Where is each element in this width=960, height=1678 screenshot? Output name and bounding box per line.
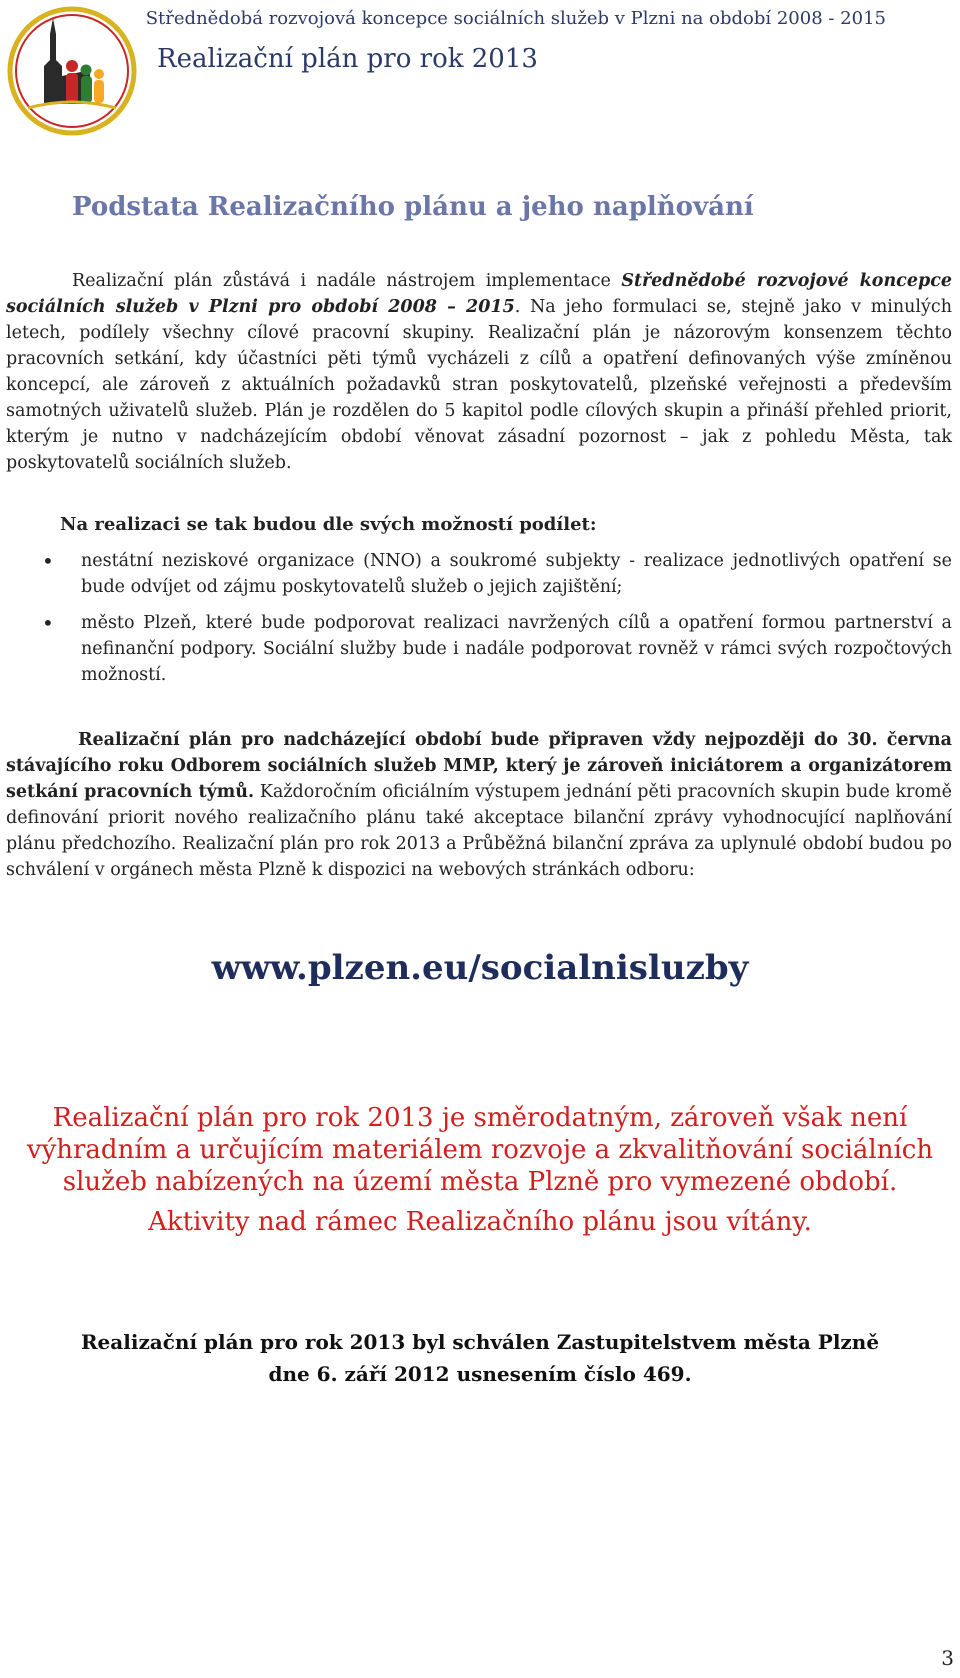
- notice-line: Realizační plán pro rok 2013 je směrodatným, zároveň však není: [52, 1103, 908, 1133]
- deadline-paragraph-rest: Každoročním oficiálním výstupem jednání pěti pracovních skupin bude kromě definování priorit nového realizačního plánu také akceptace bilanční zprávy vyhodnocující naplňování plánu předchozího. Realizační plán pro rok 2013 a Průběžná bilanční zpráva za uplynulé období budou po schválení v orgánech města Plzně k dispozici na webových stránkách odboru:: [6, 782, 953, 880]
- notice-block: [0, 1102, 960, 1238]
- list-item: • nestátní neziskové organizace (NNO) a soukromé subjekty - realizace jednotlivých opatření se bude odvíjet od zájmu poskytovatelů služeb o jejich zajištění;: [6, 548, 952, 600]
- approval-statement: [0, 1326, 960, 1390]
- intro-paragraph-rest: . Na jeho formulaci se, stejně jako v minulých letech, podílely všechny cílové pracovní skupiny. Realizační plán je názorovým konsenzem těchto pracovních setkání, kdy účastníci pěti týmů vycházeli z cílů a opatření definovaných výše zmíněnou koncepcí, ale zároveň z aktuálních požadavků stran poskytovatelů, plzeňské veřejnosti a především samotných uživatelů služeb. Plán je rozdělen do 5 kapitol podle cílových skupin a přináší přehled priorit, kterým je nutno v nadcházejícím období věnovat zásadní pozornost – jak z pohledu Města, tak poskytovatelů sociálních služeb.: [6, 297, 952, 473]
- document-subtitle: Realizační plán pro rok 2013: [157, 44, 538, 74]
- concept-title-emphasis: Střednědobé rozvojové koncepce sociálních služeb v Plzni pro období 2008 – 2015: [6, 271, 952, 317]
- approval-line: Realizační plán pro rok 2013 byl schválen Zastupitelstvem města Plzně: [80, 1330, 880, 1354]
- page-number: 3: [941, 1646, 954, 1670]
- deadline-bold-statement: Realizační plán pro nadcházející období bude připraven vždy nejpozději do 30. června stávajícího roku Odborem sociálních služeb MMP, který je zároveň iniciátorem a organizátorem setkání pracovních týmů.: [6, 730, 952, 802]
- website-link[interactable]: www.plzen.eu/socialnisluzby: [211, 948, 749, 988]
- participation-lead: Na realizaci se tak budou dle svých možností podílet:: [60, 514, 597, 535]
- section-title: Podstata Realizačního plánu a jeho naplňování: [72, 192, 754, 222]
- intro-paragraph-start: Realizační plán zůstává i nadále nástrojem implementace: [72, 271, 622, 291]
- list-item: • město Plzeň, které bude podporovat realizaci navržených cílů a opatření formou partnerství a nefinanční podpory. Sociální služby bude i nadále podporovat rovněž v rámci svých rozpočtových možností.: [6, 610, 952, 688]
- deadline-paragraph: [6, 727, 952, 883]
- participation-list: [6, 548, 952, 698]
- intro-paragraph: [6, 268, 952, 476]
- notice-line: výhradním a určujícím materiálem rozvoje a zkvalitňování sociálních: [26, 1135, 934, 1165]
- page-header: [0, 0, 960, 150]
- approval-line: dne 6. září 2012 usnesením číslo 469.: [268, 1362, 692, 1386]
- notice-line: služeb nabízených na území města Plzně pro vymezené období.: [62, 1167, 898, 1197]
- notice-line: Aktivity nad rámec Realizačního plánu jsou vítány.: [148, 1207, 812, 1237]
- document-series-title: Střednědobá rozvojová koncepce sociálních služeb v Plzni na období 2008 - 2015: [145, 8, 886, 29]
- plzen-logo-icon: [6, 4, 138, 138]
